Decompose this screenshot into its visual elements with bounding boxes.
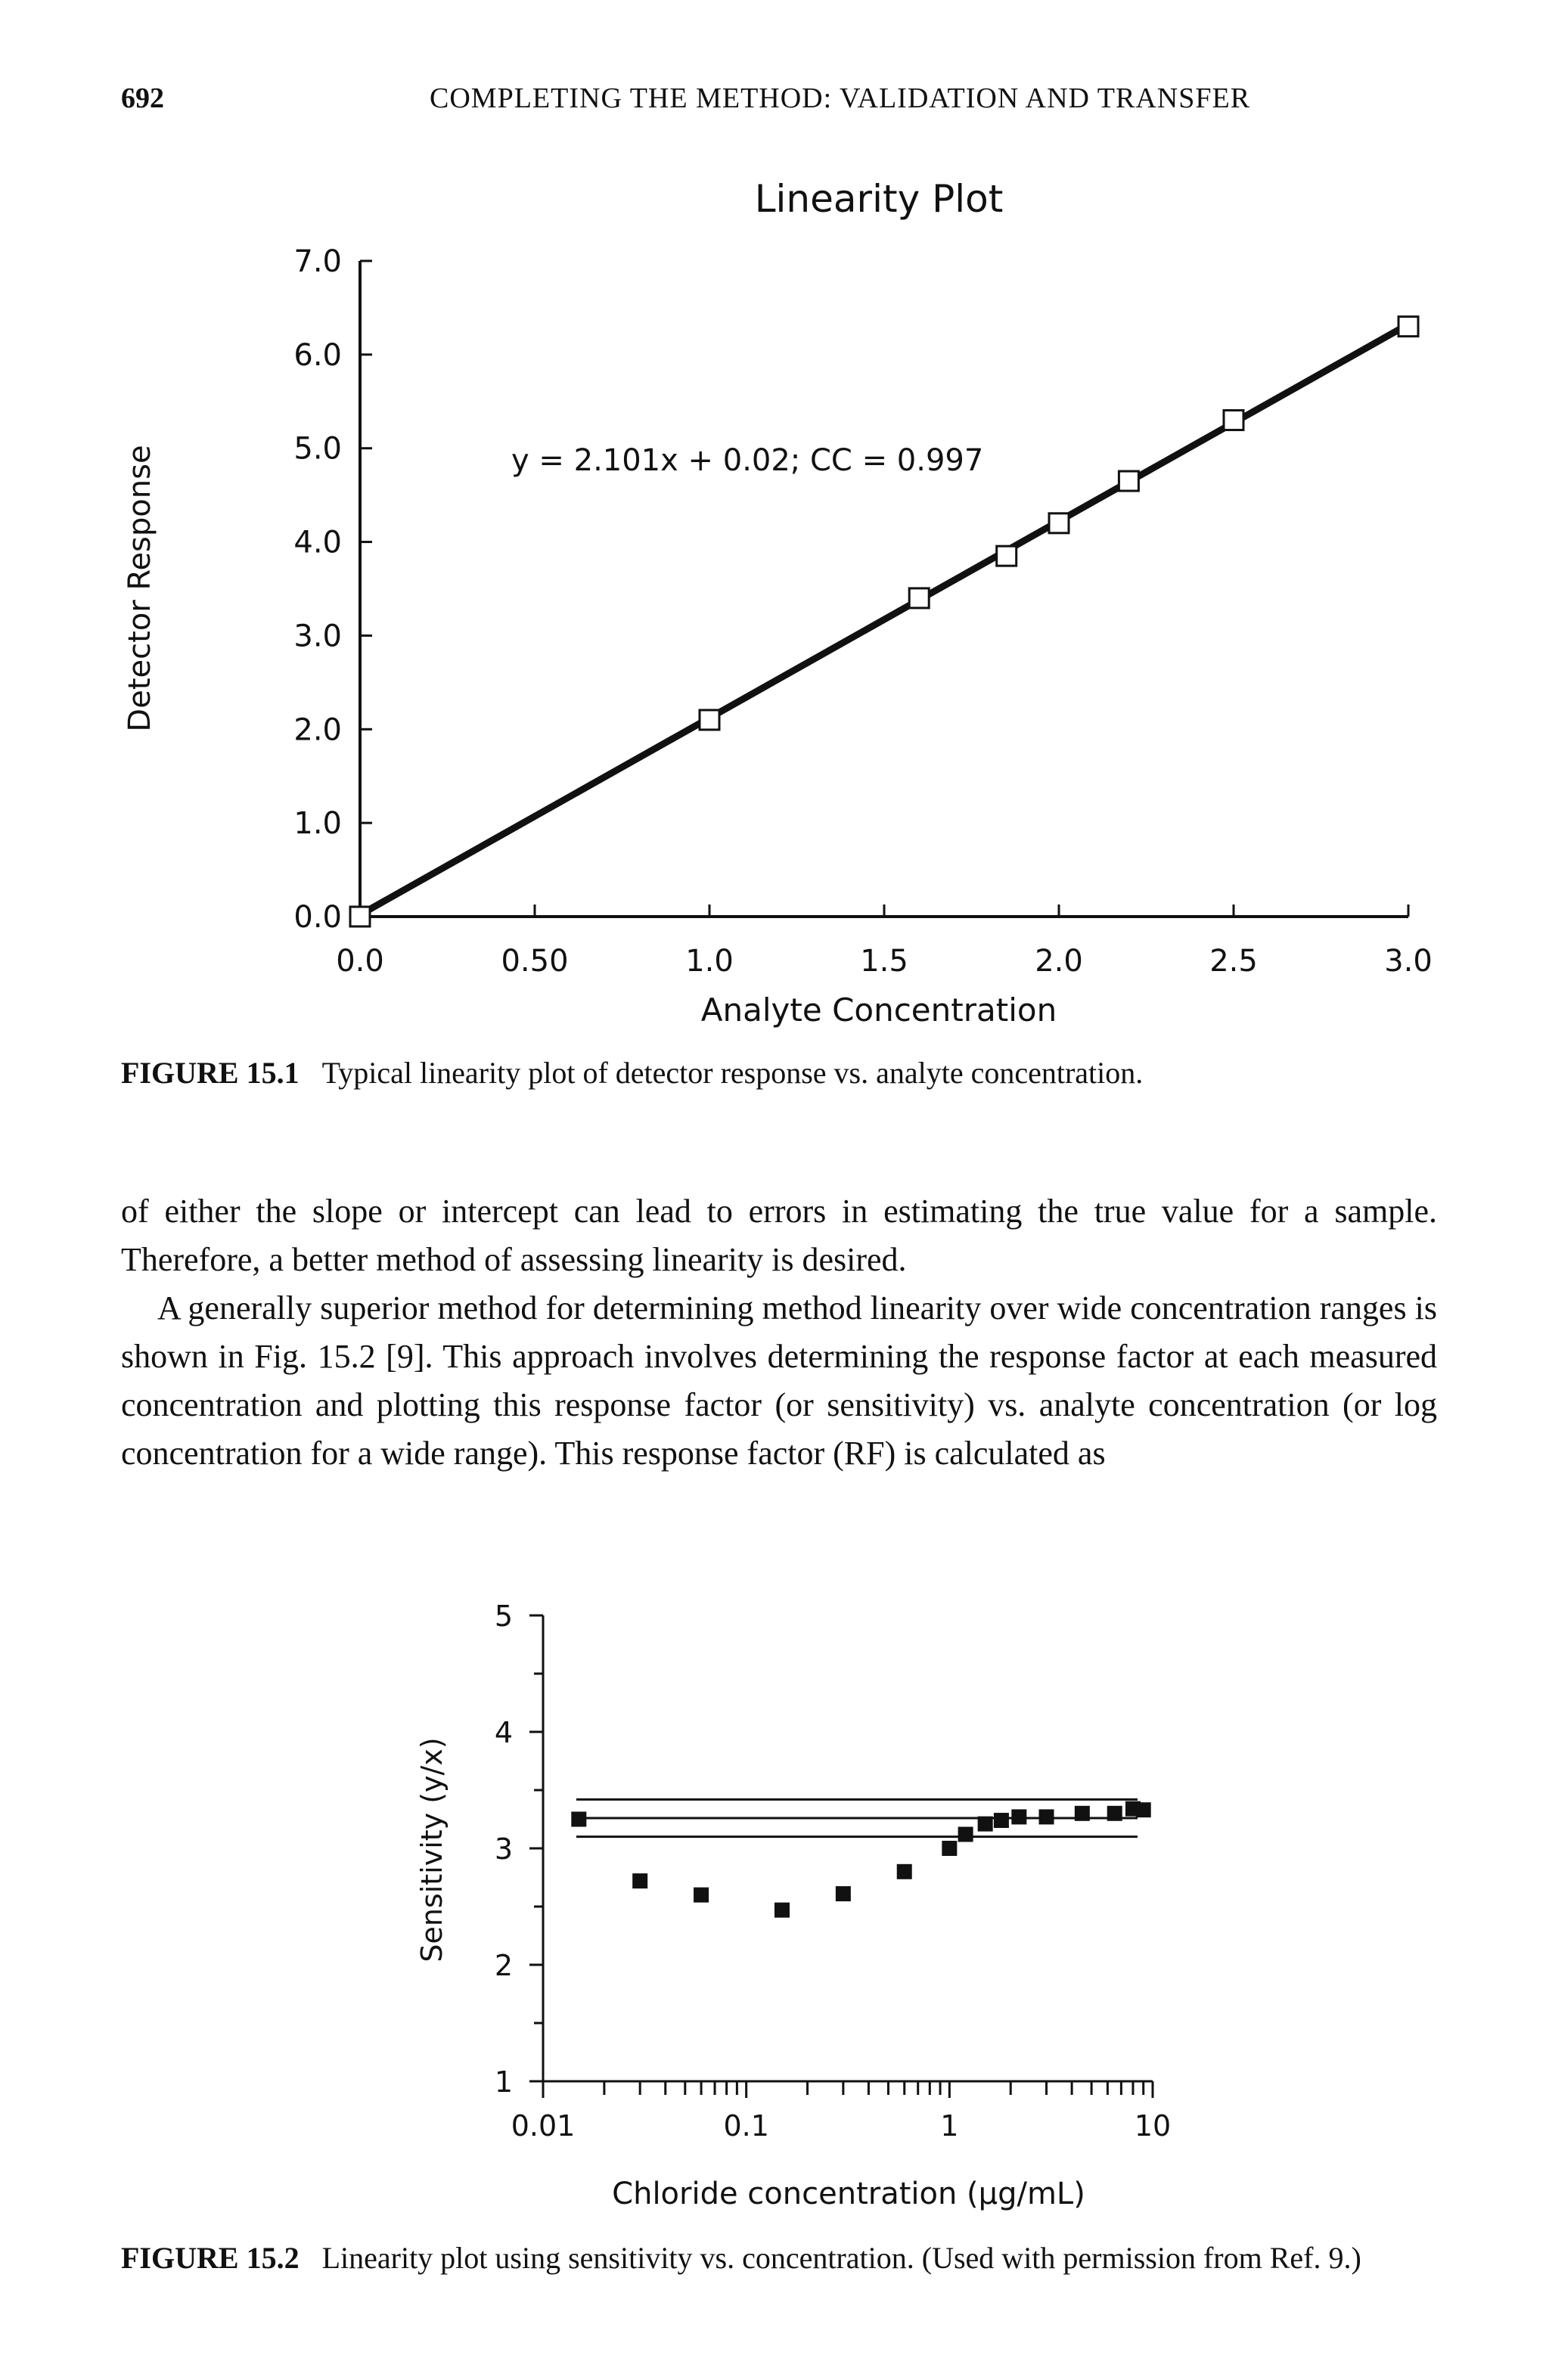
running-title: COMPLETING THE METHOD: VALIDATION AND TRANSFER	[430, 82, 1251, 114]
chart2-y-tick-label: 5	[494, 1600, 513, 1633]
chart1-data-point	[1398, 317, 1418, 337]
chart2-x-tick-label: 1	[940, 2109, 959, 2143]
chart2-y-tick-label: 1	[494, 2065, 513, 2099]
chart2-data-point	[942, 1841, 957, 1856]
chart1-y-tick-label: 2.0	[293, 712, 342, 748]
page-number: 692	[121, 82, 164, 114]
chart1-y-axis-label: Detector Response	[123, 445, 157, 732]
chart1-x-axis-label: Analyte Concentration	[700, 991, 1057, 1029]
body-paragraph: A generally superior method for determining method linearity over wide concentration ranges is shown in Fig. 15.2 [9]. This approach involves determining the response factor at each measured concentration and plotting this response factor (or sensitivity) vs. analyte concentration (or log concentration for a wide range). This response factor (RF) is calculated as	[121, 1289, 1437, 1472]
chart2-y-tick-label: 2	[494, 1949, 513, 1982]
chart1-x-tick-label: 1.5	[860, 944, 908, 979]
chart2-data-point	[1039, 1809, 1054, 1824]
body-text	[121, 1187, 1437, 1478]
chart1-y-tick-label: 7.0	[293, 244, 342, 279]
chart1-data-point	[1049, 514, 1069, 533]
chart1-x-tick-label: 0.50	[501, 944, 569, 979]
chart2-data-point	[1136, 1802, 1151, 1817]
chart2-y-tick-label: 4	[494, 1716, 513, 1749]
chart1-data-point	[1119, 471, 1138, 491]
chart1-data-point	[997, 546, 1017, 566]
chart2-y-axis-label: Sensitivity (y/x)	[415, 1737, 449, 1963]
chart1-y-tick-label: 5.0	[293, 431, 342, 467]
figure-15-2-caption	[121, 2239, 1437, 2278]
chart1-title: Linearity Plot	[754, 177, 1004, 221]
figure-15-2-caption-text: Linearity plot using sensitivity vs. concentration. (Used with permission from Ref. 9.)	[321, 2241, 1361, 2275]
chart2-x-axis-label: Chloride concentration (µg/mL)	[612, 2177, 1085, 2211]
chart2-x-tick-label: 0.01	[511, 2109, 576, 2143]
figure-15-1-caption-text: Typical linearity plot of detector response vs. analyte concentration.	[321, 1056, 1144, 1090]
figure-15-1-linearity-chart	[0, 151, 1549, 1044]
chart1-y-tick-label: 4.0	[293, 525, 342, 560]
chart2-data-point	[1011, 1809, 1026, 1824]
chart1-equation-annotation: y = 2.101x + 0.02; CC = 0.997	[511, 443, 984, 478]
chart2-data-point	[994, 1813, 1009, 1828]
body-paragraph: of either the slope or intercept can lead to errors in estimating the true value for a sample. Therefore, a better method of assessing linearity is desired.	[121, 1193, 1437, 1278]
figure-15-1-caption	[121, 1053, 1437, 1093]
chart2-x-tick-label: 10	[1134, 2109, 1172, 2143]
chart2-data-point	[978, 1817, 993, 1832]
chart2-data-point	[1075, 1806, 1090, 1821]
chart1-x-tick-label: 2.0	[1035, 944, 1083, 979]
chart1-data-point	[350, 907, 370, 926]
chart2-data-point	[1107, 1806, 1122, 1821]
chart2-data-point	[571, 1812, 586, 1827]
chart1-y-tick-label: 3.0	[293, 619, 342, 654]
chart2-data-point	[694, 1888, 709, 1903]
chart1-y-tick-label: 0.0	[293, 900, 342, 935]
figure-15-2-label: FIGURE 15.2	[121, 2241, 300, 2275]
chart1-data-point	[909, 588, 929, 608]
chart2-data-point	[632, 1873, 647, 1888]
chart1-fit-line	[360, 324, 1408, 915]
chart2-x-tick-label: 0.1	[723, 2109, 769, 2143]
chart1-x-tick-label: 3.0	[1384, 944, 1433, 979]
chart1-x-tick-label: 1.0	[685, 944, 734, 979]
chart2-data-point	[836, 1886, 851, 1901]
chart1-y-tick-label: 1.0	[293, 806, 342, 842]
chart1-data-point	[700, 710, 719, 730]
chart1-y-tick-label: 6.0	[293, 337, 342, 373]
figure-15-1-label: FIGURE 15.1	[121, 1056, 300, 1090]
figure-15-2-sensitivity-chart	[0, 1588, 1549, 2231]
chart1-data-point	[1224, 411, 1243, 430]
chart2-data-point	[774, 1903, 790, 1918]
running-header	[121, 82, 1437, 135]
chart1-x-tick-label: 0.0	[336, 944, 384, 979]
chart2-data-point	[958, 1827, 973, 1842]
chart2-y-tick-label: 3	[494, 1832, 513, 1866]
chart1-x-tick-label: 2.5	[1209, 944, 1258, 979]
chart2-data-point	[897, 1864, 912, 1879]
